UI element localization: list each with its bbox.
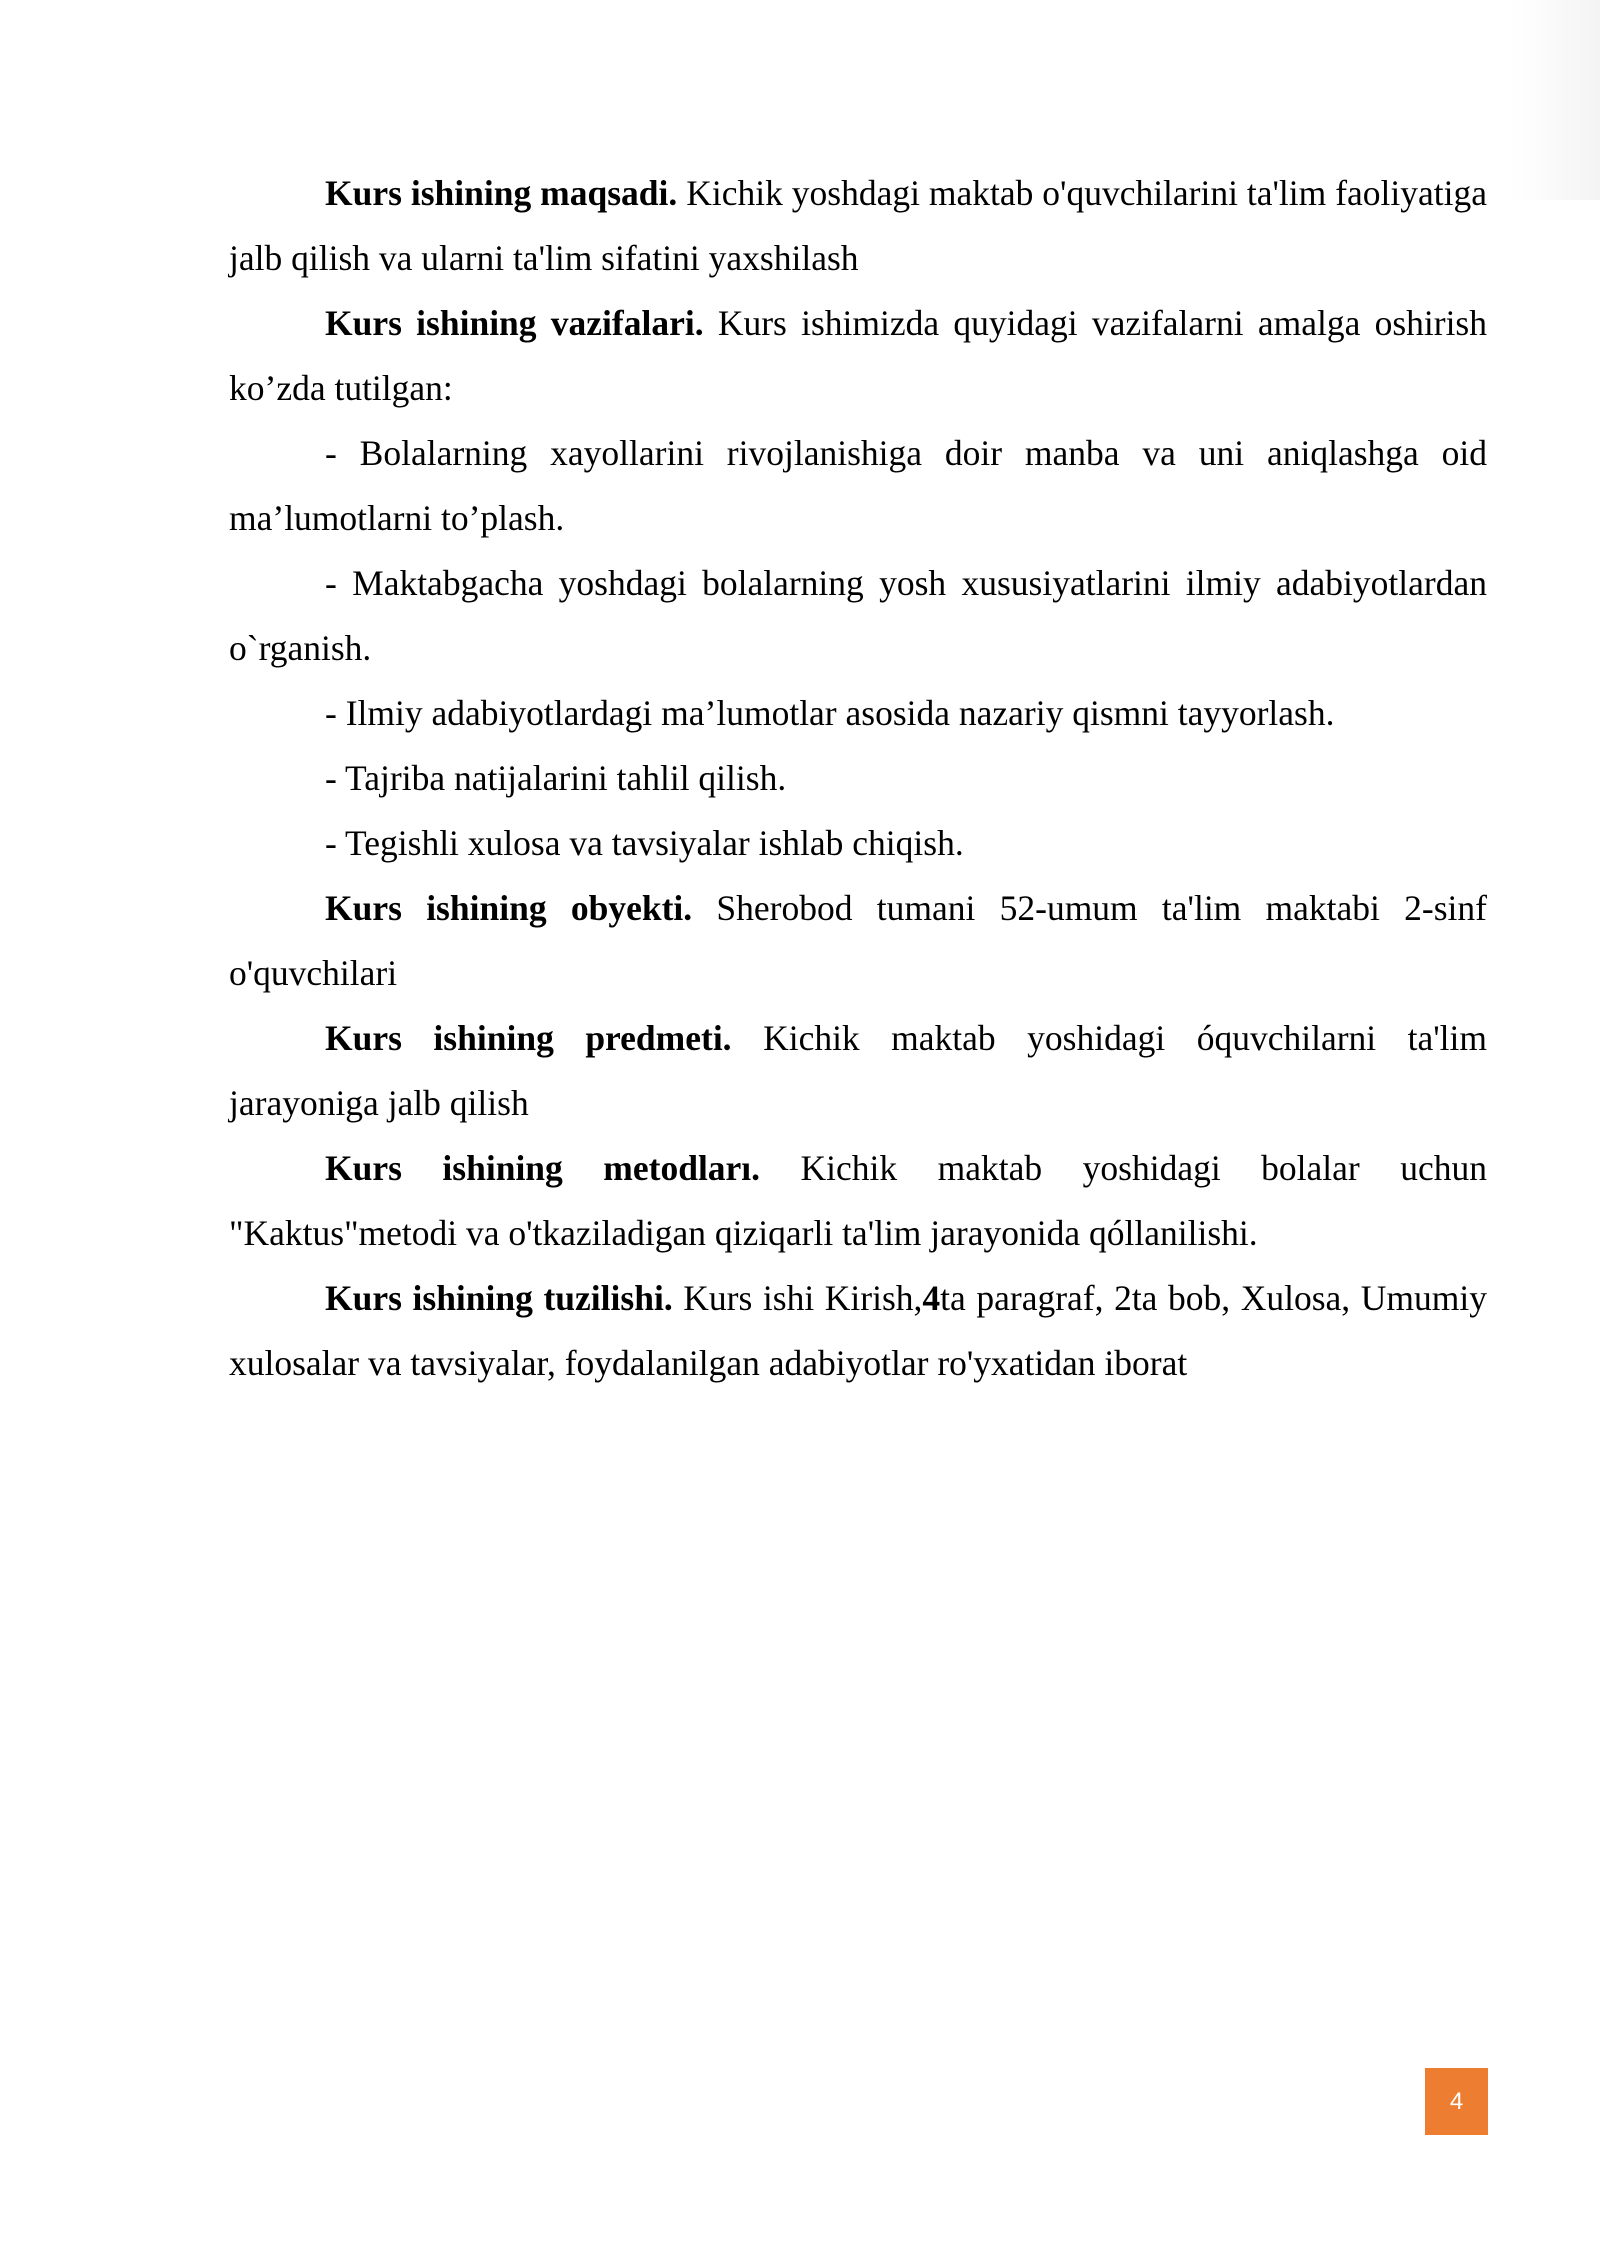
paragraph-methods: [229, 1136, 1487, 1266]
corner-shade: [1510, 0, 1600, 200]
paragraph-term: Kurs ishining obyekti.: [325, 888, 693, 928]
paragraph-term: Kurs ishining tuzilishi.: [325, 1278, 673, 1318]
document-body: [229, 161, 1487, 1396]
paragraph-term: Kurs ishining maqsadi.: [325, 173, 678, 213]
paragraph-term: Kurs ishining vazifalari.: [325, 303, 704, 343]
paragraph-goal: [229, 161, 1487, 291]
paragraph-object: [229, 876, 1487, 1006]
paragraph-count: 4: [922, 1278, 941, 1318]
paragraph-text: ta paragraf, 2ta bob, Xulosa, Umumiy xulosalar va tavsiyalar, foydalanilgan adabiyotlar ro'yxatidan iborat: [229, 1278, 1487, 1383]
task-item: - Tajriba natijalarini tahlil qilish.: [325, 758, 787, 798]
task-item: - Ilmiy adabiyotlardagi ma’lumotlar asosida nazariy qismni tayyorlash.: [325, 693, 1335, 733]
paragraph-text: Kichik maktab yoshidagi óquvchilarni ta'lim jarayoniga jalb qilish: [229, 1018, 1487, 1123]
paragraph-text: Kurs ishi Kirish,: [683, 1278, 923, 1318]
paragraph-text: Sherobod tumani 52-umum ta'lim maktabi 2-sinf o'quvchilari: [229, 888, 1487, 993]
task-item: - Tegishli xulosa va tavsiyalar ishlab chiqish.: [325, 823, 964, 863]
page-number-badge: [1425, 2068, 1488, 2135]
paragraph-text: Kichik maktab yoshidagi bolalar uchun "Kaktus"metodi va o'tkaziladigan qiziqarli ta'lim jarayonida qóllanilishi.: [229, 1148, 1487, 1253]
page-number: 4: [1449, 2087, 1464, 2115]
paragraph-subject: [229, 1006, 1487, 1136]
paragraph-term: Kurs ishining metodları.: [325, 1148, 761, 1188]
paragraph-text: Kichik yoshdagi maktab o'quvchilarini ta'lim faoliyatiga jalb qilish va ularni ta'lim sifatini yaxshilash: [229, 173, 1487, 278]
paragraph-tasks: [229, 291, 1487, 421]
paragraph-structure: [229, 1266, 1487, 1396]
paragraph-term: Kurs ishining predmeti.: [325, 1018, 732, 1058]
task-item: - Maktabgacha yoshdagi bolalarning yosh xususiyatlarini ilmiy adabiyotlardan o`rganish.: [229, 563, 1487, 668]
paragraph-text: Kurs ishimizda quyidagi vazifalarni amalga oshirish ko’zda tutilgan:: [229, 303, 1487, 408]
task-item: - Bolalarning xayollarini rivojlanishiga doir manba va uni aniqlashga oid ma’lumotlarni to’plash.: [229, 433, 1487, 538]
